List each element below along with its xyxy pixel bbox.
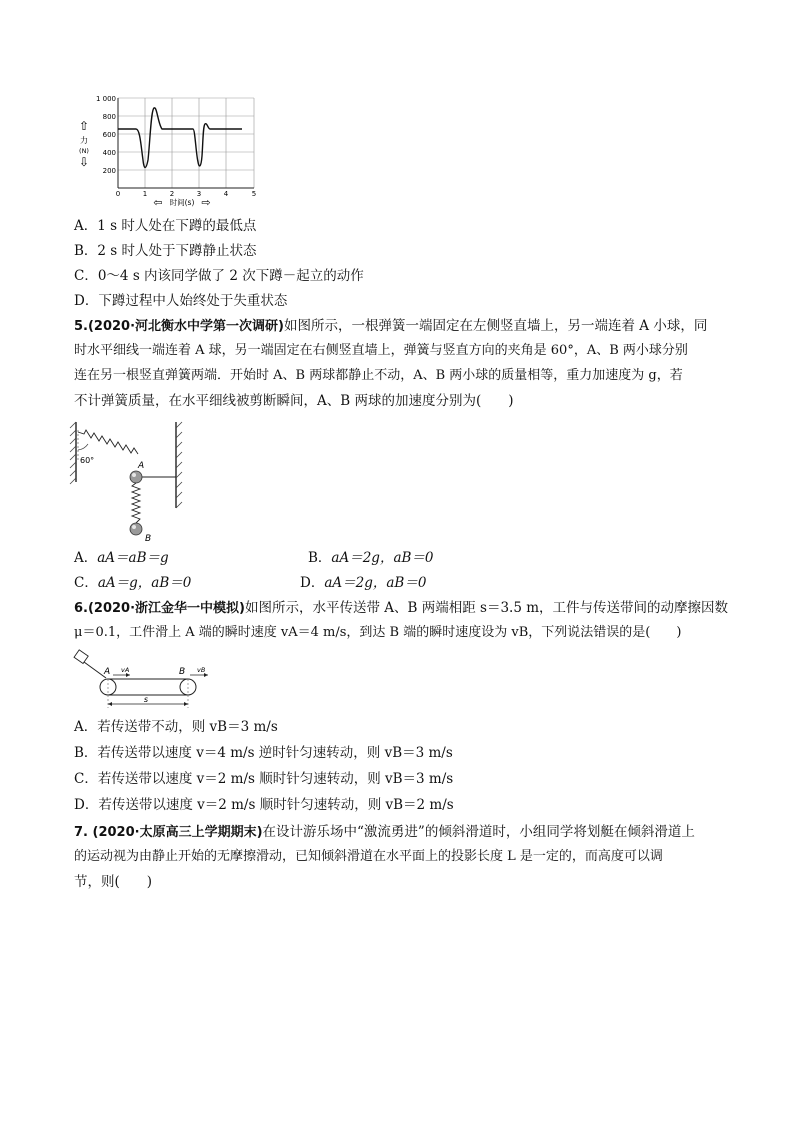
q5-option-d bbox=[300, 573, 426, 593]
option-key: B． bbox=[74, 745, 98, 761]
option-text: aA＝2g，aB＝0 bbox=[324, 575, 427, 591]
q7-source: 7. (2020·太原高三上学期期末) bbox=[74, 825, 263, 840]
x-tick-label: 2 bbox=[169, 190, 175, 198]
q6-stem-line bbox=[74, 598, 728, 619]
option-text: 下蹲过程中人始终处于失重状态 bbox=[98, 293, 288, 309]
option-text: aA＝2g，aB＝0 bbox=[331, 550, 434, 566]
vb-label: vB bbox=[197, 666, 206, 674]
y-arrow-up-icon: ⇧ bbox=[78, 119, 90, 133]
option-text: 若传送带以速度 v＝2 m/s 顺时针匀速转动，则 vB＝2 m/s bbox=[98, 797, 454, 813]
q5-options-row bbox=[74, 548, 434, 568]
option-key: D． bbox=[300, 575, 325, 591]
q5-stem-line: 不计弹簧质量，在水平细线被剪断瞬间，A、B 两球的加速度分别为( ) bbox=[74, 393, 514, 409]
y-tick-label: 400 bbox=[102, 149, 116, 157]
end-a-label: A bbox=[104, 667, 111, 677]
option-key: D． bbox=[74, 293, 99, 309]
x-arrow-right-icon: ⇨ bbox=[201, 196, 211, 208]
q5-source: 5.(2020·河北衡水中学第一次调研) bbox=[74, 319, 284, 334]
graph-grid bbox=[118, 98, 254, 188]
option-key: A． bbox=[74, 550, 98, 566]
option-text: aA＝aB＝g bbox=[97, 550, 169, 566]
x-axis-label: 时间(s) bbox=[169, 198, 195, 207]
y-tick-label: 600 bbox=[102, 131, 116, 139]
x-tick-label: 4 bbox=[223, 190, 229, 198]
q7-stem-line: 节，则( ) bbox=[74, 874, 153, 890]
ball-b bbox=[130, 523, 142, 535]
option-text: 若传送带以速度 v＝2 m/s 顺时针匀速转动，则 vB＝3 m/s bbox=[97, 771, 454, 787]
q6-source: 6.(2020·浙江金华一中模拟) bbox=[74, 601, 245, 616]
vertical-spring bbox=[132, 483, 140, 523]
option-text: 1 s 时人处在下蹲的最低点 bbox=[97, 218, 257, 234]
ball-a-label: A bbox=[138, 461, 145, 471]
ball-b-label: B bbox=[145, 534, 152, 544]
option-key: C． bbox=[74, 268, 98, 284]
q5-option-b bbox=[308, 548, 434, 568]
option-key: A． bbox=[74, 719, 98, 735]
x-tick-label: 0 bbox=[115, 190, 121, 198]
y-axis-unit: (N) bbox=[79, 147, 89, 155]
force-time-graph bbox=[74, 86, 274, 208]
x-tick-label: 5 bbox=[251, 190, 257, 198]
y-axis-label: 力 bbox=[80, 136, 88, 145]
workpiece bbox=[74, 650, 88, 664]
q4-option-b bbox=[74, 241, 257, 261]
x-arrow-left-icon: ⇦ bbox=[153, 196, 163, 208]
ball-a bbox=[130, 471, 142, 483]
option-text: 若传送带不动，则 vB＝3 m/s bbox=[97, 719, 278, 735]
q5-stem-line: 连在另一根竖直弹簧两端．开始时 A、B 两球都静止不动，A、B 两小球的质量相等，重力加速度为 g，若 bbox=[74, 368, 683, 383]
q5-stem-line: 时水平细线一端连着 A 球，另一端固定在右侧竖直墙上，弹簧与竖直方向的夹角是 60°，A、B 两小球分别 bbox=[74, 343, 688, 358]
angle-label: 60° bbox=[80, 456, 95, 465]
q7-text: 在设计游乐场中“激流勇进”的倾斜滑道时，小组同学将划艇在倾斜滑道上 bbox=[262, 824, 695, 840]
q5-stem-line bbox=[74, 316, 707, 337]
q4-option-a bbox=[74, 216, 256, 236]
option-key: A． bbox=[74, 218, 98, 234]
q5-options-row bbox=[74, 573, 427, 593]
force-curve bbox=[118, 108, 242, 168]
va-label: vA bbox=[121, 666, 130, 674]
q4-option-c bbox=[74, 266, 364, 286]
x-tick-label: 1 bbox=[142, 190, 148, 198]
option-key: B． bbox=[308, 550, 332, 566]
conveyor-belt-figure bbox=[66, 648, 216, 710]
y-tick-label: 1 000 bbox=[95, 95, 116, 103]
q7-stem-line bbox=[74, 822, 695, 843]
option-text: 2 s 时人处于下蹲静止状态 bbox=[97, 243, 257, 259]
inclined-spring bbox=[78, 430, 138, 454]
option-text: 若传送带以速度 v＝4 m/s 逆时针匀速转动，则 vB＝3 m/s bbox=[97, 745, 453, 761]
option-text: aA＝g，aB＝0 bbox=[97, 575, 192, 591]
option-key: C． bbox=[74, 575, 98, 591]
q7-stem-line: 的运动视为由静止开始的无摩擦滑动，已知倾斜滑道在水平面上的投影长度 L 是一定的，而高度可以调 bbox=[74, 849, 663, 864]
option-key: D． bbox=[74, 797, 99, 813]
option-text: 0～4 s 内该同学做了 2 次下蹲－起立的动作 bbox=[97, 268, 364, 284]
spring-ball-figure bbox=[66, 420, 186, 544]
q4-option-d bbox=[74, 291, 287, 311]
x-tick-label: 3 bbox=[196, 190, 202, 198]
q6-stem-line: μ＝0.1，工件滑上 A 端的瞬时速度 vA＝4 m/s，到达 B 端的瞬时速度设为 vB，下列说法错误的是( ) bbox=[74, 625, 682, 640]
distance-s-label: s bbox=[143, 695, 149, 704]
y-tick-label: 200 bbox=[102, 167, 116, 175]
q6-option-b bbox=[74, 743, 453, 763]
q6-option-a bbox=[74, 717, 278, 737]
option-key: B． bbox=[74, 243, 98, 259]
q5-text: 如图所示，一根弹簧一端固定在左侧竖直墙上，另一端连着 A 小球，同 bbox=[284, 318, 708, 334]
q5-option-c bbox=[74, 575, 191, 591]
q6-option-c bbox=[74, 769, 453, 789]
end-b-label: B bbox=[179, 667, 186, 677]
y-arrow-down-icon: ⇩ bbox=[78, 155, 90, 169]
q5-option-a bbox=[74, 550, 169, 566]
q6-text: 如图所示，水平传送带 A、B 两端相距 s＝3.5 m，工件与传送带间的动摩擦因数 bbox=[245, 600, 729, 616]
q6-option-d bbox=[74, 795, 454, 815]
option-key: C． bbox=[74, 771, 98, 787]
y-tick-label: 800 bbox=[102, 113, 116, 121]
